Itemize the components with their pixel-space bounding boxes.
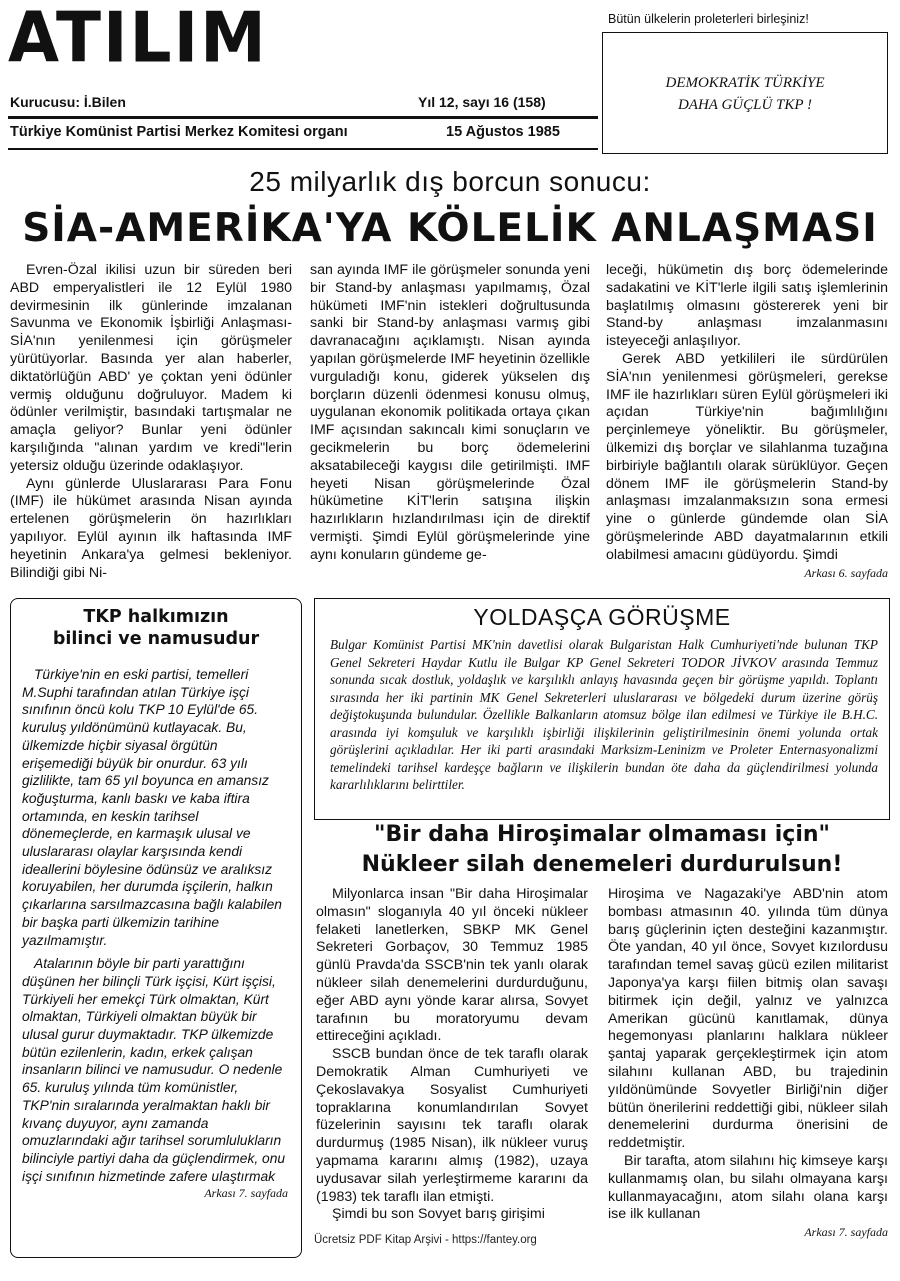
lead-col1-p2: Aynı günlerde Uluslararası Para Fonu (IMF) ile hükümet arasında Nisan ayında ertelenen görüşmelerin ön hazırlıkları yapılıyor. Eylül ayının ilk haftasında IMF heyetinin Ankara'ya gelmesi bekleniyor. Bilindiği gibi Ni- xyxy=(10,475,292,581)
issue-date: 15 Ağustos 1985 xyxy=(446,124,560,140)
lead-subtitle: 25 milyarlık dış borcun sonucu: xyxy=(249,166,651,197)
hiroshima-col2-p1: Hiroşima ve Nagazaki'ye ABD'nin atom bombası atmasının 40. yılında tüm dünya barış güçlerinin içten desteğini kazanmıştır. Öte yandan, 40 yıl önce, Sovyet kızılordusu tarafından temel savaş gücü ezilen militarist Japonya'ya karşı fiilen bitmiş olan savaşı bitirmek için değil, yalnız ve yalnızca Amerikan gücünü kanıtlamak, dünya hegemonyası planlarını halklara nükleer şantaj yaparak gerçekleştirmek için atom silahını kullanan ABD, bu trajedinin yıldönümünde Sovyetler Birliği'nin diğer bütün önerilerini reddettiği gibi, nükleer silah denemelerini durdurma önerisini de reddetmiştir. xyxy=(608,886,888,1152)
tkp-title-line-2: bilinci ve namusudur xyxy=(52,629,260,649)
hiroshima-col1-p2: SSCB bundan önce de tek taraflı olarak Demokratik Alman Cumhuriyeti ve Çekoslavakya Sosyalist Cumhuriyeti topraklarına konumlandırılan Sovyet füzelerinin sayısını tek taraflı olarak durdurmuş (1985 Nisan), ilk nükleer vuruş yapmama kararını almış (1982), uzaya uydusavar silah yerleştirmeme kararını da (1983) tek taraflı ilan etmişti. xyxy=(316,1046,588,1205)
hiroshima-col2-p2: Bir tarafta, atom silahını hiç kimseye karşı kullanmamış olan, bu silahı olmayana karşı kullanmayacağını, atom silahı olana karşı ise ilk kullanan xyxy=(608,1152,888,1223)
tkp-body xyxy=(22,666,288,1203)
lead-column-1 xyxy=(10,262,292,582)
slogan: Bütün ülkelerin proleterleri birleşiniz! xyxy=(608,12,809,26)
lead-col3-p1: leceği, hükümetin dış borç ödemelerinde sadakatini ve KİT'lerle ilgili satış işlemlerinin başlatılmış olmasını göstererek yeni bir Stand-by anlaşması imzalanmasını isteyeceği anlaşılıyor. xyxy=(606,262,888,350)
hiroshima-title-line-1: "Bir daha Hiroşimalar olmaması için" xyxy=(374,822,830,847)
footer-watermark: Ücretsiz PDF Kitap Arşivi - https://fantey.org xyxy=(314,1234,537,1246)
lead-col2-p1: san ayında IMF ile görüşmeler sonunda yeni bir Stand-by anlaşması yapılmamış, Özal hükümeti IMF'nin istekleri doğrultusunda sanki bir Stand-by anlaşması varmış gibi davranacağını açıklamıştı. Nisan ayında yapılan görüşmelerde IMF heyetinin özellikle vurguladığı konu, giderek yükselen dış borçların düzenli ödenmesi konusu olmuş, uygulanan ekonomik politikada ortaya çıkan IMF açısından sakıncalı kimi sonuçların ve gecikmelerin bu borç ödemelerini aksatabileceği kaygısı dile getirilmişti. IMF heyeti Nisan görüşmelerinde Özal hükümetine KİT'lerin satışına ilişkin hazırlıkların hızlandırılması için de direktif vermişti. Şimdi Eylül görüşmelerinde yine aynı konuların gündeme ge- xyxy=(310,262,590,563)
box-line-1: DEMOKRATİK TÜRKİYE xyxy=(665,75,825,91)
box-line-2: DAHA GÜÇLÜ TKP ! xyxy=(677,97,813,113)
tkp-continued: Arkası 7. sayfada xyxy=(204,1186,288,1201)
tkp-title-line-1: TKP halkımızın xyxy=(83,607,229,627)
tkp-title xyxy=(10,606,302,650)
slogan-box-text xyxy=(602,72,888,116)
organ-line: Türkiye Komünist Partisi Merkez Komitesi organı xyxy=(10,124,348,140)
lead-column-2 xyxy=(310,262,590,565)
masthead-rule-bottom xyxy=(8,148,598,150)
tkp-p2: Atalarının böyle bir parti yarattığını düşünen her bilinçli Türk işçisi, Kürt işçisi, Türkiyeli her emekçi Türk olmaktan, Kürt olmaktan, Türkiyeli olmaktan büyük bir ulusal gurur duymaktadır. TKP ülkemizde bütün ezilenlerin, kadın, erkek çalışan insanların bilinci ve namusudur. O nedenle 65. kuruluş yılında tüm komünistler, TKP'nin sıralarında yeralmaktan haklı bir kıvanç duyuyor, aynı zamanda omuzlarındaki ağır tarihsel sorumlulukların bilinciyle partiyi daha da güçlendirmek, onu işçi sınıfının hizmetinde zafere ulaştırmak xyxy=(22,956,286,1184)
lead-headline: SİA-AMERİKA'YA KÖLELİK ANLAŞMASI xyxy=(22,206,878,251)
founder-line: Kurucusu: İ.Bilen xyxy=(10,94,126,110)
hiroshima-col1-p3: Şimdi bu son Sovyet barış girişimi xyxy=(332,1206,545,1223)
lead-column-3 xyxy=(606,262,888,582)
hiroshima-title-line-2: Nükleer silah denemeleri durdurulsun! xyxy=(361,852,843,877)
issue-number: Yıl 12, sayı 16 (158) xyxy=(418,94,546,110)
tkp-p1: Türkiye'nin en eski partisi, temelleri M.Suphi tarafından atılan Türkiye işçi sınıfının öncü kolu TKP 10 Eylül'de 65. kuruluş yıldönümünü kutlayacak. Bu, ülkemizde hiçbir siyasal örgütün erişemediği büyük bir onurdur. 63 yılı gizlilikte, tam 65 yıl boyunca en amansız koğuşturma, kanlı baskı ve kaba iftira ortamında, en keskin tarihsel dönemeçlerde, en karmaşık ulusal ve uluslararası olaylar karşısında kendi ideallerini böylesine ödünsüz ve aralıksız koruyabilen, her durumda işçilerin, halkın çıkarlarına sarsılmazcasına bağlı kalabilen bir başka parti ülkemizin tarihine yazılmamıştır. xyxy=(22,667,282,948)
yoldasca-title: YOLDAŞÇA GÖRÜŞME xyxy=(473,604,731,630)
masthead-rule xyxy=(8,116,598,119)
lead-continued: Arkası 6. sayfada xyxy=(804,565,888,580)
yoldasca-body: Bulgar Komünist Partisi MK'nin davetlisi olarak Bulgaristan Halk Cumhuriyeti'nde bulunan TKP Genel Sekreteri Haydar Kutlu ile Bulgar KP Genel Sekreteri TODOR JİVKOV arasında Temmuz sonunda sıcak dostluk, yoldaşlık ve karşılıklı anlayış havasında geçen bir görüşme yapıldı. Toplantı sırasında her iki partinin MK Genel Sekreterleri uluslararası ve bölgedeki durum üzerine görüş değiştokuşunda bulundular. Özellikle Balkanların atomsuz bölge ilan edilmesi ve Türkiye ile B.H.C. arasında iyi komşuluk ve karşılıklı işbirliği ilişkilerinin geliştirilmesinin önemi yolunda ortak görüşlerini açıkladılar. Her iki parti arasındaki Marksizm-Leninizm ve Proleter Enternasyonalizmi temelindeki tarihsel kardeşçe bağların ve ilişkilerin bundan öte daha da güçlendirilmesi yolunda kararlılıklarını belirttiler. xyxy=(330,637,878,792)
masthead-title: ATILIM xyxy=(8,0,268,79)
hiroshima-continued: Arkası 7. sayfada xyxy=(804,1225,888,1240)
lead-col3-p2: Gerek ABD yetkilileri ile sürdürülen SİA'nın yenilenmesi görüşmeleri, gerekse IMF ile hazırlıkları süren Eylül görüşmeleri iki açıdan Türkiye'nin bağımlılığını perçinlemeye yöneliktir. Bu görüşmeler, ülkemizi dış borçlar ve silahlanma tuzağına birbiriyle bağlantılı olarak sürüklüyor. Geçen dönem IMF ile görüşmelerin Stand-by anlaşması imzalanmaksızın sona ermesi yine o günlerde gündemde olan SİA görüşmelerinde ABD dayatmalarının etkili olabilmesi amacını güdüyordu. Şimdi xyxy=(606,350,888,563)
hiroshima-column-1 xyxy=(316,886,588,1224)
hiroshima-column-2 xyxy=(608,886,888,1242)
lead-col1-p1: Evren-Özal ikilisi uzun bir süreden beri ABD emperyalistleri ile 12 Eylül 1980 devirmesinin ilk günlerinde imzalanan Savunma ve Ekonomik İşbirliği Anlaşması-SİA'nın yenilenmesi için görüşmeler yürütüyorlar. Basında yer alan haberler, diktatörlüğün ABD' ye çoktan yeni ödünler vermiş olduğunu doğruluyor. Madem ki ödünler verilmiştir, basındaki tartışmalar ne amaçla geliyor? Bunlar yeni ödünler karşılığında "alınan yardım ve kredi"lerin yetersiz olduğu üzerinde odaklaşıyor. xyxy=(10,262,292,474)
hiroshima-col1-p1: Milyonlarca insan "Bir daha Hiroşimalar olmasın" sloganıyla 40 yıl önceki nükleer felaketi lanetlerken, SBKP MK Genel Sekreteri Gorbaçov, 30 Temmuz 1985 günlü Pravda'da SSCB'nin tek yanlı olarak nükleer silah denemelerini durdurduğunu, eğer ABD aynı yönde karar alırsa, Sovyet tarafının bu moratoryumu devam ettireceğini açıkladı. xyxy=(316,886,588,1045)
